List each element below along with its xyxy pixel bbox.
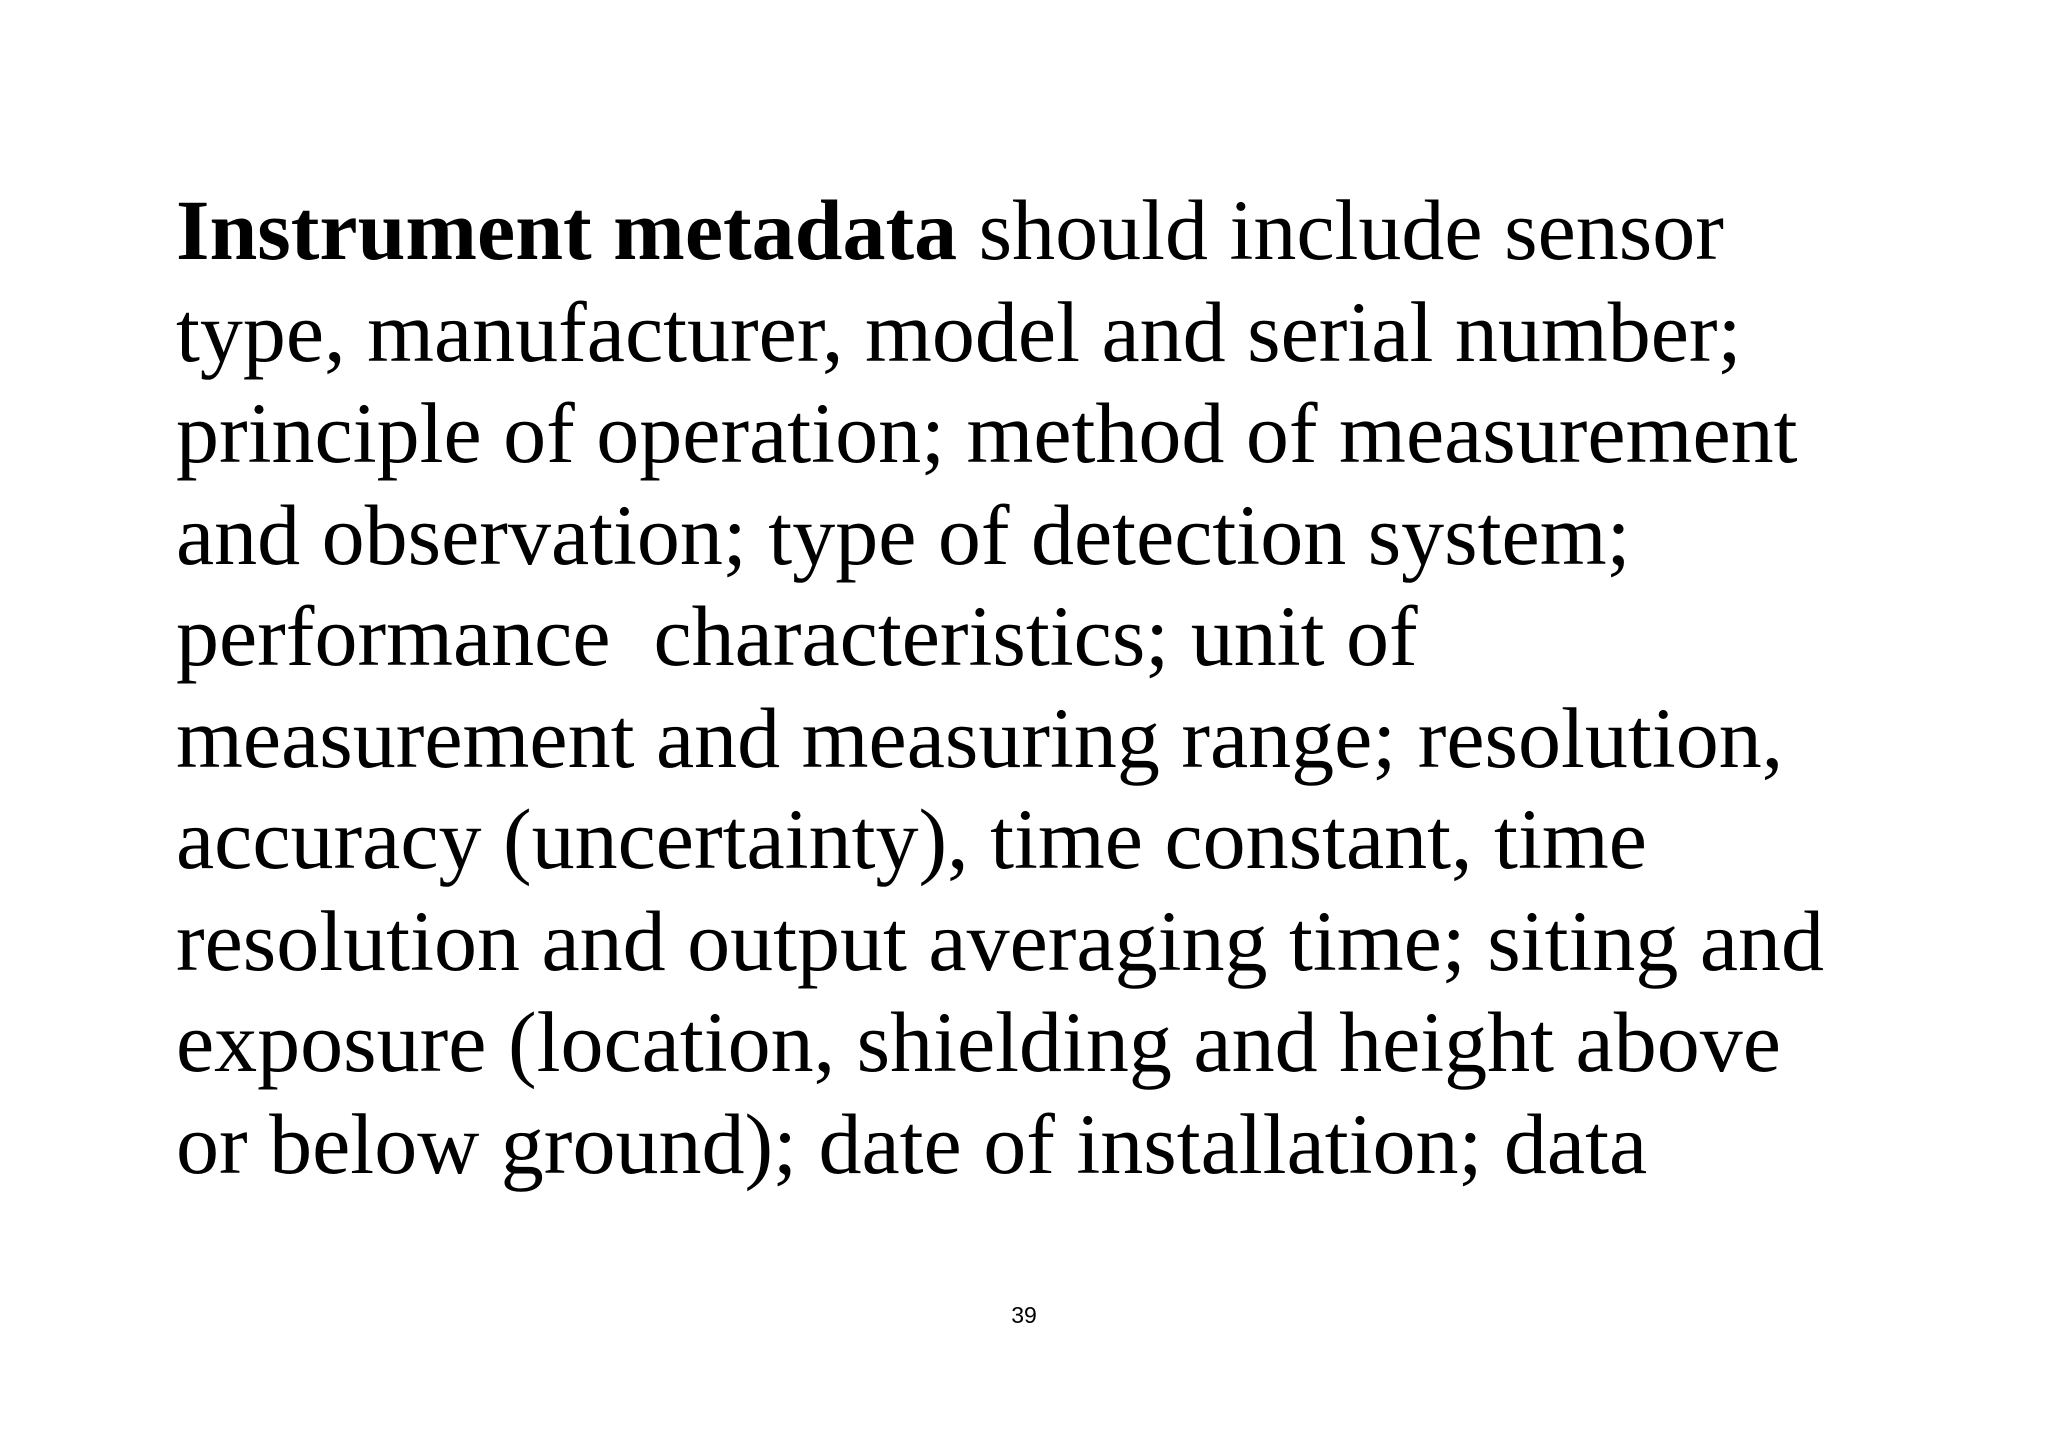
- page-number: 39: [1011, 1302, 1037, 1328]
- body-line: exposure (location, shielding and height above: [176, 994, 1781, 1090]
- body-line: principle of operation; method of measurement: [176, 385, 1798, 481]
- body-line: performance characteristics; unit of: [176, 588, 1418, 684]
- body-paragraph: [176, 180, 1976, 1195]
- body-line: resolution and output averaging time; siting and: [176, 892, 1825, 989]
- body-line: measurement and measuring range; resolution,: [176, 689, 1784, 786]
- body-line: [176, 180, 1976, 282]
- body-line: accuracy (uncertainty), time constant, time: [176, 791, 1647, 887]
- body-line-text: should include sensor: [957, 182, 1724, 278]
- body-line: or below ground); date of installation; data: [176, 1095, 1648, 1192]
- bold-term: Instrument metadata: [176, 182, 958, 278]
- body-line: and observation; type of detection system;: [176, 486, 1631, 583]
- body-line: type, manufacturer, model and serial number;: [176, 283, 1742, 380]
